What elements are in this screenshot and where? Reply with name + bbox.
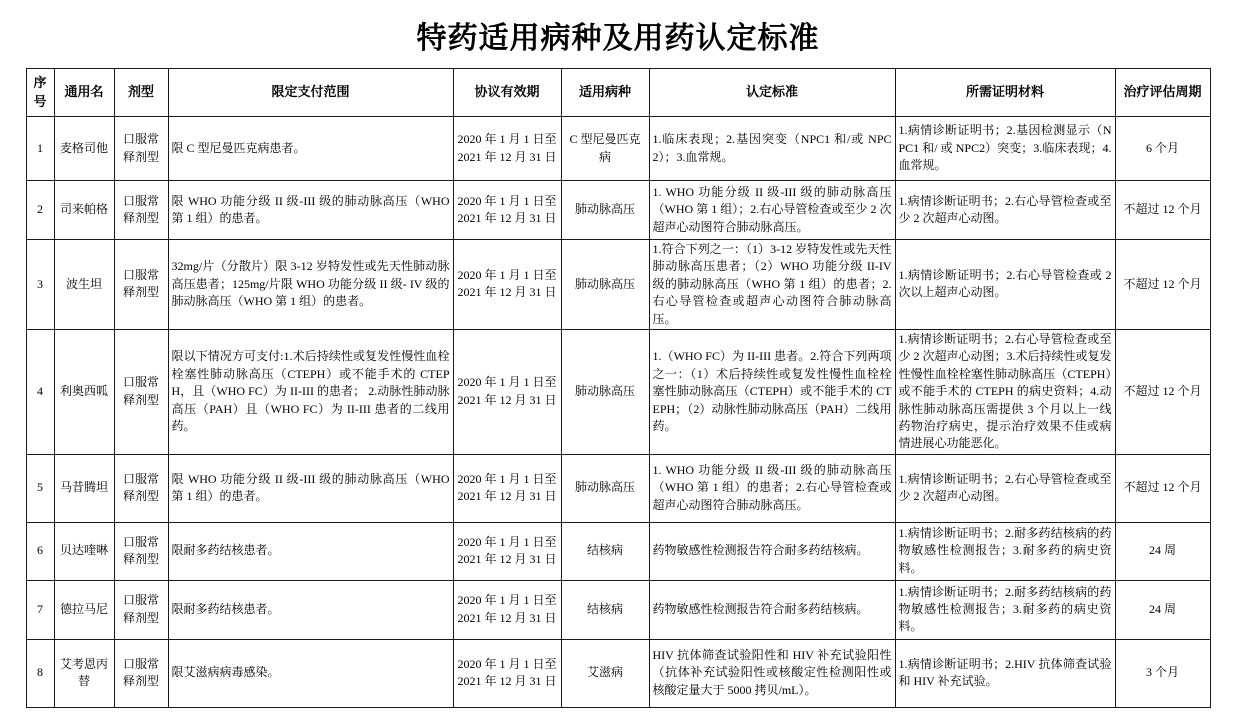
cell-dosage-form: 口服常释剂型 — [114, 240, 168, 330]
table-row — [26, 639, 1210, 707]
cell-validity-period: 2020 年 1 月 1 日至 2021 年 12 月 31 日 — [453, 454, 561, 522]
cell-no: 8 — [26, 639, 54, 707]
cell-criteria: 1. WHO 功能分级 II 级-III 级的肺动脉高压（WHO 第 1 组）的患者；2.右心导管检查或超声心动图符合肺动脉高压。 — [649, 454, 895, 522]
cell-evaluation-cycle: 24 周 — [1115, 580, 1210, 639]
cell-criteria: 药物敏感性检测报告符合耐多药结核病。 — [649, 580, 895, 639]
cell-no: 2 — [26, 181, 54, 240]
cell-evaluation-cycle: 24 周 — [1115, 522, 1210, 580]
cell-dosage-form: 口服常释剂型 — [114, 329, 168, 454]
cell-validity-period: 2020 年 1 月 1 日至 2021 年 12 月 31 日 — [453, 117, 561, 181]
cell-disease: 结核病 — [561, 580, 649, 639]
table-row — [26, 329, 1210, 454]
cell-evaluation-cycle: 6 个月 — [1115, 117, 1210, 181]
cell-disease: 肺动脉高压 — [561, 240, 649, 330]
cell-no: 4 — [26, 329, 54, 454]
cell-generic-name: 利奥西呱 — [54, 329, 114, 454]
cell-payment-scope: 限耐多药结核患者。 — [168, 522, 453, 580]
cell-criteria: 1.临床表现；2.基因突变（NPC1 和/或 NPC2）；3.血常规。 — [649, 117, 895, 181]
cell-disease: 结核病 — [561, 522, 649, 580]
table-row — [26, 181, 1210, 240]
cell-no: 5 — [26, 454, 54, 522]
cell-materials: 1.病情诊断证明书；2.基因检测显示（NPC1 和/ 或 NPC2）突变；3.临床表现；4.血常规。 — [895, 117, 1115, 181]
header-dosage-form: 剂型 — [114, 69, 168, 117]
cell-validity-period: 2020 年 1 月 1 日至 2021 年 12 月 31 日 — [453, 639, 561, 707]
cell-payment-scope: 限艾滋病病毒感染。 — [168, 639, 453, 707]
cell-criteria: 1. WHO 功能分级 II 级-III 级的肺动脉高压（WHO 第 1 组）；2.右心导管检查或至少 2 次超声心动图符合肺动脉高压。 — [649, 181, 895, 240]
cell-materials: 1.病情诊断证明书；2.HIV 抗体筛查试验和 HIV 补充试验。 — [895, 639, 1115, 707]
header-payment-scope: 限定支付范围 — [168, 69, 453, 117]
cell-materials: 1.病情诊断证明书；2.耐多药结核病的药物敏感性检测报告；3.耐多药的病史资料。 — [895, 522, 1115, 580]
cell-no: 1 — [26, 117, 54, 181]
cell-generic-name: 贝达喹啉 — [54, 522, 114, 580]
cell-criteria: 1.符合下列之一：（1）3-12 岁特发性或先天性肺动脉高压患者；（2）WHO 功能分级 II-IV 级的肺动脉高压（WHO 第 1 组）的患者；2.右心导管检查或超声心动图符合肺动脉高压。 — [649, 240, 895, 330]
cell-generic-name: 艾考恩丙替 — [54, 639, 114, 707]
cell-materials: 1.病情诊断证明书；2.右心导管检查或至少 2 次超声心动图。 — [895, 454, 1115, 522]
cell-criteria: 1.（WHO FC）为 II-III 患者。2.符合下列两项之一：（1）术后持续性或复发性慢性血栓栓塞性肺动脉高压（CTEPH）或不能手术的 CTEPH；（2）动脉性肺动脉高压（PAH）二线用药。 — [649, 329, 895, 454]
cell-criteria: HIV 抗体筛查试验阳性和 HIV 补充试验阳性（抗体补充试验阳性或核酸定性检测阳性或核酸定量大于 5000 拷贝/mL）。 — [649, 639, 895, 707]
cell-dosage-form: 口服常释剂型 — [114, 639, 168, 707]
cell-validity-period: 2020 年 1 月 1 日至 2021 年 12 月 31 日 — [453, 329, 561, 454]
cell-evaluation-cycle: 不超过 12 个月 — [1115, 329, 1210, 454]
cell-no: 7 — [26, 580, 54, 639]
cell-evaluation-cycle: 不超过 12 个月 — [1115, 454, 1210, 522]
cell-generic-name: 司来帕格 — [54, 181, 114, 240]
page-title: 特药适用病种及用药认定标准 — [416, 22, 820, 55]
header-validity-period: 协议有效期 — [453, 69, 561, 117]
header-evaluation-cycle: 治疗评估周期 — [1115, 69, 1210, 117]
cell-generic-name: 马昔腾坦 — [54, 454, 114, 522]
cell-payment-scope: 限 WHO 功能分级 II 级-III 级的肺动脉高压（WHO 第 1 组）的患者。 — [168, 454, 453, 522]
cell-no: 3 — [26, 240, 54, 330]
header-criteria: 认定标准 — [649, 69, 895, 117]
cell-generic-name: 德拉马尼 — [54, 580, 114, 639]
table-row — [26, 522, 1210, 580]
header-materials: 所需证明材料 — [895, 69, 1115, 117]
table-row — [26, 454, 1210, 522]
cell-generic-name: 波生坦 — [54, 240, 114, 330]
header-generic-name: 通用名 — [54, 69, 114, 117]
cell-validity-period: 2020 年 1 月 1 日至 2021 年 12 月 31 日 — [453, 522, 561, 580]
cell-validity-period: 2020 年 1 月 1 日至 2021 年 12 月 31 日 — [453, 181, 561, 240]
cell-disease: 肺动脉高压 — [561, 329, 649, 454]
cell-disease: 肺动脉高压 — [561, 181, 649, 240]
table-row — [26, 240, 1210, 330]
cell-payment-scope: 限 C 型尼曼匹克病患者。 — [168, 117, 453, 181]
table-body — [26, 117, 1210, 708]
cell-dosage-form: 口服常释剂型 — [114, 454, 168, 522]
cell-disease: 肺动脉高压 — [561, 454, 649, 522]
cell-dosage-form: 口服常释剂型 — [114, 522, 168, 580]
table-header — [26, 69, 1210, 117]
cell-disease: 艾滋病 — [561, 639, 649, 707]
cell-evaluation-cycle: 不超过 12 个月 — [1115, 181, 1210, 240]
cell-materials: 1.病情诊断证明书；2.右心导管检查或至少 2 次超声心动图；3.术后持续性或复发性慢性血栓栓塞性肺动脉高压（CTEPH）或不能手术的 CTEPH 的病史资料；4.动脉性肺动脉高压需提供 3 个月以上一线药物治疗病史，提示治疗效果不佳或病情进展心功能恶化。 — [895, 329, 1115, 454]
cell-payment-scope: 限 WHO 功能分级 II 级-III 级的肺动脉高压（WHO 第 1 组）的患者。 — [168, 181, 453, 240]
cell-payment-scope: 限耐多药结核患者。 — [168, 580, 453, 639]
header-no: 序号 — [26, 69, 54, 117]
cell-payment-scope: 限以下情况方可支付:1.术后持续性或复发性慢性血栓栓塞性肺动脉高压（CTEPH）或不能手术的 CTEPH，且（WHO FC）为 II-III 的患者； 2.动脉性肺动脉高压（PAH）且（WHO FC）为 II-III 患者的二线用药。 — [168, 329, 453, 454]
cell-dosage-form: 口服常释剂型 — [114, 117, 168, 181]
cell-evaluation-cycle: 不超过 12 个月 — [1115, 240, 1210, 330]
cell-materials: 1.病情诊断证明书；2.耐多药结核病的药物敏感性检测报告；3.耐多药的病史资料。 — [895, 580, 1115, 639]
cell-payment-scope: 32mg/片（分散片）限 3-12 岁特发性或先天性肺动脉高压患者；125mg/片限 WHO 功能分级 II 级- IV 级的肺动脉高压（WHO 第 1 组）的患者。 — [168, 240, 453, 330]
cell-materials: 1.病情诊断证明书；2.右心导管检查或 2 次以上超声心动图。 — [895, 240, 1115, 330]
cell-generic-name: 麦格司他 — [54, 117, 114, 181]
cell-evaluation-cycle: 3 个月 — [1115, 639, 1210, 707]
special-drug-table — [26, 68, 1211, 708]
cell-criteria: 药物敏感性检测报告符合耐多药结核病。 — [649, 522, 895, 580]
cell-validity-period: 2020 年 1 月 1 日至 2021 年 12 月 31 日 — [453, 240, 561, 330]
cell-validity-period: 2020 年 1 月 1 日至 2021 年 12 月 31 日 — [453, 580, 561, 639]
cell-disease: C 型尼曼匹克病 — [561, 117, 649, 181]
header-row — [26, 69, 1210, 117]
header-disease: 适用病种 — [561, 69, 649, 117]
table-row — [26, 580, 1210, 639]
table-row — [26, 117, 1210, 181]
cell-dosage-form: 口服常释剂型 — [114, 580, 168, 639]
cell-dosage-form: 口服常释剂型 — [114, 181, 168, 240]
cell-no: 6 — [26, 522, 54, 580]
cell-materials: 1.病情诊断证明书；2.右心导管检查或至少 2 次超声心动图。 — [895, 181, 1115, 240]
